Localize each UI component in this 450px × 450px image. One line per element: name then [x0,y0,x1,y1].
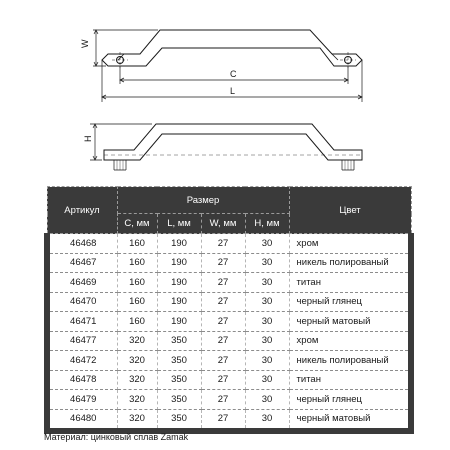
c-cell: 320 [117,351,157,371]
w-cell: 27 [201,253,245,273]
material-note: Материал: цинковый сплав Zamak [44,432,189,442]
c-cell: 160 [117,292,157,312]
table-row [47,370,411,390]
c-cell: 320 [117,370,157,390]
article-cell: 46470 [47,292,117,312]
table-row [47,331,411,351]
l-cell: 350 [157,351,201,371]
h-cell: 30 [245,390,289,410]
header-size: Размер [117,187,289,214]
h-cell: 30 [245,253,289,273]
w-cell: 27 [201,409,245,431]
handle-side-view [104,124,362,160]
h-cell: 30 [245,273,289,293]
h-cell: 30 [245,234,289,254]
table-row [47,409,411,431]
article-cell: 46472 [47,351,117,371]
w-cell: 27 [201,292,245,312]
handle-top-view [102,30,362,66]
table-row [47,390,411,410]
w-cell: 27 [201,390,245,410]
dimension-l-label: L [230,86,236,96]
handle-technical-drawing [0,0,450,186]
color-cell: титан [289,273,411,293]
screw-left-icon [114,160,126,170]
h-cell: 30 [245,351,289,371]
table-row [47,273,411,293]
l-cell: 350 [157,370,201,390]
c-cell: 160 [117,234,157,254]
h-cell: 30 [245,292,289,312]
article-cell: 46471 [47,312,117,332]
table-row [47,351,411,371]
l-cell: 190 [157,234,201,254]
h-cell: 30 [245,409,289,431]
table-row [47,234,411,254]
subheader-c: C, мм [117,214,157,234]
subheader-l: L, мм [157,214,201,234]
h-cell: 30 [245,312,289,332]
header-article: Артикул [47,187,117,234]
color-cell: титан [289,370,411,390]
color-cell: никель полированый [289,351,411,371]
w-cell: 27 [201,273,245,293]
l-cell: 190 [157,292,201,312]
header-color: Цвет [289,187,411,234]
l-cell: 350 [157,390,201,410]
screw-right-icon [342,160,354,170]
l-cell: 190 [157,273,201,293]
c-cell: 160 [117,253,157,273]
color-cell: никель полированый [289,253,411,273]
table-row [47,292,411,312]
c-cell: 320 [117,390,157,410]
dimension-h-label: H [83,135,93,142]
table-row [47,253,411,273]
dimension-c-label: C [230,69,237,79]
h-cell: 30 [245,370,289,390]
h-cell: 30 [245,331,289,351]
color-cell: черный матовый [289,312,411,332]
color-cell: черный глянец [289,390,411,410]
l-cell: 190 [157,253,201,273]
color-cell: хром [289,331,411,351]
w-cell: 27 [201,312,245,332]
article-cell: 46469 [47,273,117,293]
l-cell: 350 [157,409,201,431]
article-cell: 46480 [47,409,117,431]
color-cell: черный глянец [289,292,411,312]
l-cell: 350 [157,331,201,351]
c-cell: 160 [117,273,157,293]
dimension-w-label: W [80,39,90,48]
w-cell: 27 [201,370,245,390]
c-cell: 160 [117,312,157,332]
article-cell: 46477 [47,331,117,351]
article-cell: 46479 [47,390,117,410]
dimension-h-line [90,124,152,160]
w-cell: 27 [201,331,245,351]
article-cell: 46467 [47,253,117,273]
article-cell: 46468 [47,234,117,254]
color-cell: черный матовый [289,409,411,431]
w-cell: 27 [201,234,245,254]
specification-table [44,186,414,434]
subheader-h: H, мм [245,214,289,234]
w-cell: 27 [201,351,245,371]
l-cell: 190 [157,312,201,332]
article-cell: 46478 [47,370,117,390]
table-row [47,312,411,332]
color-cell: хром [289,234,411,254]
c-cell: 320 [117,331,157,351]
subheader-w: W, мм [201,214,245,234]
c-cell: 320 [117,409,157,431]
